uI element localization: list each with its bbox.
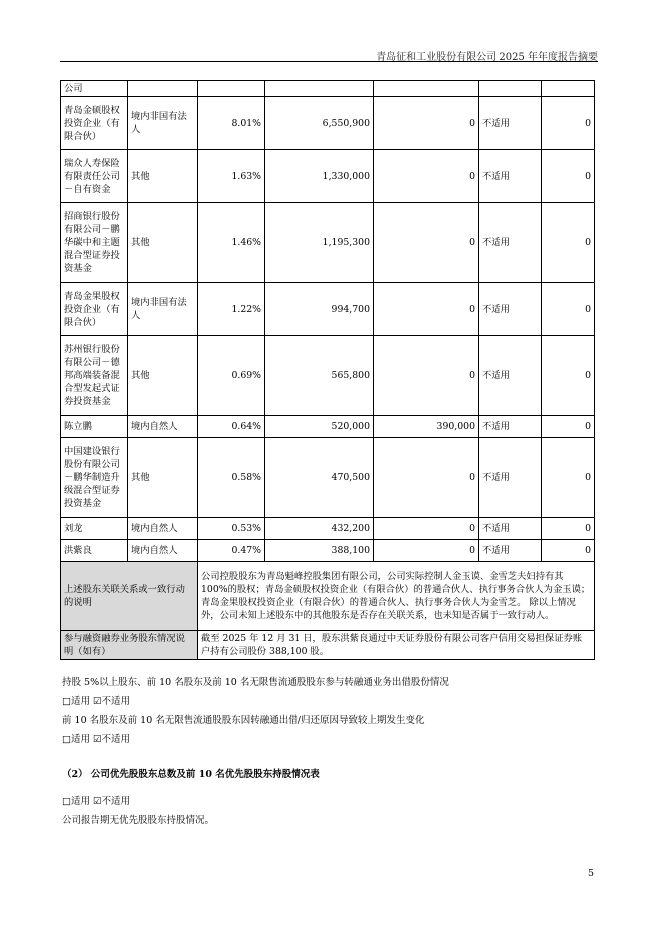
- restricted-shares-cell: 0: [374, 540, 479, 562]
- percentage-cell: 1.63%: [198, 150, 265, 203]
- pledge-quantity-cell: 0: [542, 336, 595, 416]
- lending-change-line: 前 10 名股东及前 10 名无限售流通股股东因转融通出借/归还原因导致较上期发生变化: [62, 715, 425, 726]
- name-cell: 陈立鹏: [61, 416, 128, 438]
- name-cell: 苏州银行股份有限公司－德邦高端装备混合型发起式证券投资基金: [61, 336, 128, 416]
- table-row: [61, 540, 595, 562]
- percentage-cell: 1.46%: [198, 203, 265, 283]
- header-divider: [60, 61, 598, 62]
- pledge-status-cell: 不适用: [479, 97, 542, 150]
- table-row-fragment: [61, 81, 595, 97]
- pledge-status-cell: 不适用: [479, 283, 542, 336]
- type-cell: 其他: [128, 438, 198, 518]
- type-cell: 其他: [128, 203, 198, 283]
- shares-cell: 388,100: [265, 540, 374, 562]
- name-cell: 青岛金硕股权投资企业（有限合伙）: [61, 97, 128, 150]
- name-cell: 招商银行股份有限公司－鹏华碳中和主题混合型证券投资基金: [61, 203, 128, 283]
- table-row: [61, 283, 595, 336]
- restricted-shares-cell: 0: [374, 438, 479, 518]
- table-row: [61, 150, 595, 203]
- page-number: 5: [588, 868, 595, 879]
- pledge-status-cell: 不适用: [479, 336, 542, 416]
- related-party-row: [61, 562, 595, 631]
- pledge-quantity-cell: 0: [542, 438, 595, 518]
- percentage-cell: 0.47%: [198, 540, 265, 562]
- shareholder-table: [60, 80, 595, 660]
- percentage-cell: 8.01%: [198, 97, 265, 150]
- type-cell: 境内非国有法人: [128, 283, 198, 336]
- pledge-quantity-cell: 0: [542, 150, 595, 203]
- margin-trading-label: 参与融资融券业务股东情况说明（如有）: [61, 631, 198, 660]
- table-row: [61, 438, 595, 518]
- pledge-status-cell: 不适用: [479, 540, 542, 562]
- related-party-text: 公司控股股东为青岛魁峰控股集团有限公司，公司实际控制人金玉谟、金雪芝夫妇持有其 100%的股权；青岛金硕股权投资企业（有限合伙）的普通合伙人、执行事务合伙人为金玉谟；青岛金果股权投资企业（有限合伙）的普通合伙人、执行事务合伙人为金雪芝。 除以上情况外，公司未知上述股东中的其他股东是否存在关联关系，也未知是否属于一致行动人。: [198, 562, 595, 631]
- name-cell: 青岛金果股权投资企业（有限合伙）: [61, 283, 128, 336]
- pledge-status-cell: 不适用: [479, 518, 542, 540]
- pledge-status-cell: 不适用: [479, 416, 542, 438]
- type-cell: 境内自然人: [128, 416, 198, 438]
- type-cell: 其他: [128, 150, 198, 203]
- table-row: [61, 416, 595, 438]
- shares-cell: 1,330,000: [265, 150, 374, 203]
- name-cell: 刘龙: [61, 518, 128, 540]
- pledge-quantity-cell: 0: [542, 203, 595, 283]
- shares-cell: 470,500: [265, 438, 374, 518]
- name-cell: 公司: [61, 81, 128, 97]
- pledge-status-cell: 不适用: [479, 438, 542, 518]
- percentage-cell: 1.22%: [198, 283, 265, 336]
- shares-cell: 432,200: [265, 518, 374, 540]
- margin-trading-row: [61, 631, 595, 660]
- type-cell: 其他: [128, 336, 198, 416]
- pledge-quantity-cell: 0: [542, 416, 595, 438]
- type-cell: 境内非国有法人: [128, 97, 198, 150]
- table-row: [61, 97, 595, 150]
- pledge-quantity-cell: 0: [542, 97, 595, 150]
- pledge-quantity-cell: 0: [542, 283, 595, 336]
- restricted-shares-cell: 0: [374, 336, 479, 416]
- pledge-status-cell: 不适用: [479, 203, 542, 283]
- restricted-shares-cell: 0: [374, 283, 479, 336]
- restricted-shares-cell: 0: [374, 97, 479, 150]
- applicability-check-1: □适用 ☑不适用: [62, 696, 131, 707]
- report-header: 青岛征和工业股份有限公司 2025 年年度报告摘要: [376, 52, 598, 63]
- table-row: [61, 336, 595, 416]
- type-cell: 境内自然人: [128, 540, 198, 562]
- percentage-cell: 0.58%: [198, 438, 265, 518]
- name-cell: 中国建设银行股份有限公司－鹏华制造升级混合型证券投资基金: [61, 438, 128, 518]
- no-preferred-statement: 公司报告期无优先股股东持股情况。: [62, 815, 215, 826]
- percentage-cell: 0.53%: [198, 518, 265, 540]
- table-row: [61, 518, 595, 540]
- pledge-status-cell: 不适用: [479, 150, 542, 203]
- shares-cell: 1,195,300: [265, 203, 374, 283]
- shares-cell: 994,700: [265, 283, 374, 336]
- applicability-check-3: □适用 ☑不适用: [62, 796, 131, 807]
- restricted-shares-cell: 0: [374, 203, 479, 283]
- percentage-cell: 0.64%: [198, 416, 265, 438]
- shares-cell: 565,800: [265, 336, 374, 416]
- pledge-quantity-cell: 0: [542, 518, 595, 540]
- applicability-check-2: □适用 ☑不适用: [62, 734, 131, 745]
- margin-trading-text: 截至 2025 年 12 月 31 日，股东洪紫良通过中天证券股份有限公司客户信用交易担保证券账户持有公司股份 388,100 股。: [198, 631, 595, 660]
- section-heading-preferred: （2） 公司优先股股东总数及前 10 名优先股股东持股情况表: [62, 769, 320, 780]
- related-party-label: 上述股东关联关系或一致行动的说明: [61, 562, 198, 631]
- table-row: [61, 203, 595, 283]
- restricted-shares-cell: 0: [374, 150, 479, 203]
- type-cell: 境内自然人: [128, 518, 198, 540]
- percentage-cell: 0.69%: [198, 336, 265, 416]
- name-cell: 洪紫良: [61, 540, 128, 562]
- name-cell: 瑞众人寿保险有限责任公司－自有资金: [61, 150, 128, 203]
- restricted-shares-cell: 0: [374, 518, 479, 540]
- shares-cell: 6,550,900: [265, 97, 374, 150]
- lending-info-line: 持股 5%以上股东、前 10 名股东及前 10 名无限售流通股股东参与转融通业务出借股份情况: [62, 677, 449, 688]
- pledge-quantity-cell: 0: [542, 540, 595, 562]
- shares-cell: 520,000: [265, 416, 374, 438]
- restricted-shares-cell: 390,000: [374, 416, 479, 438]
